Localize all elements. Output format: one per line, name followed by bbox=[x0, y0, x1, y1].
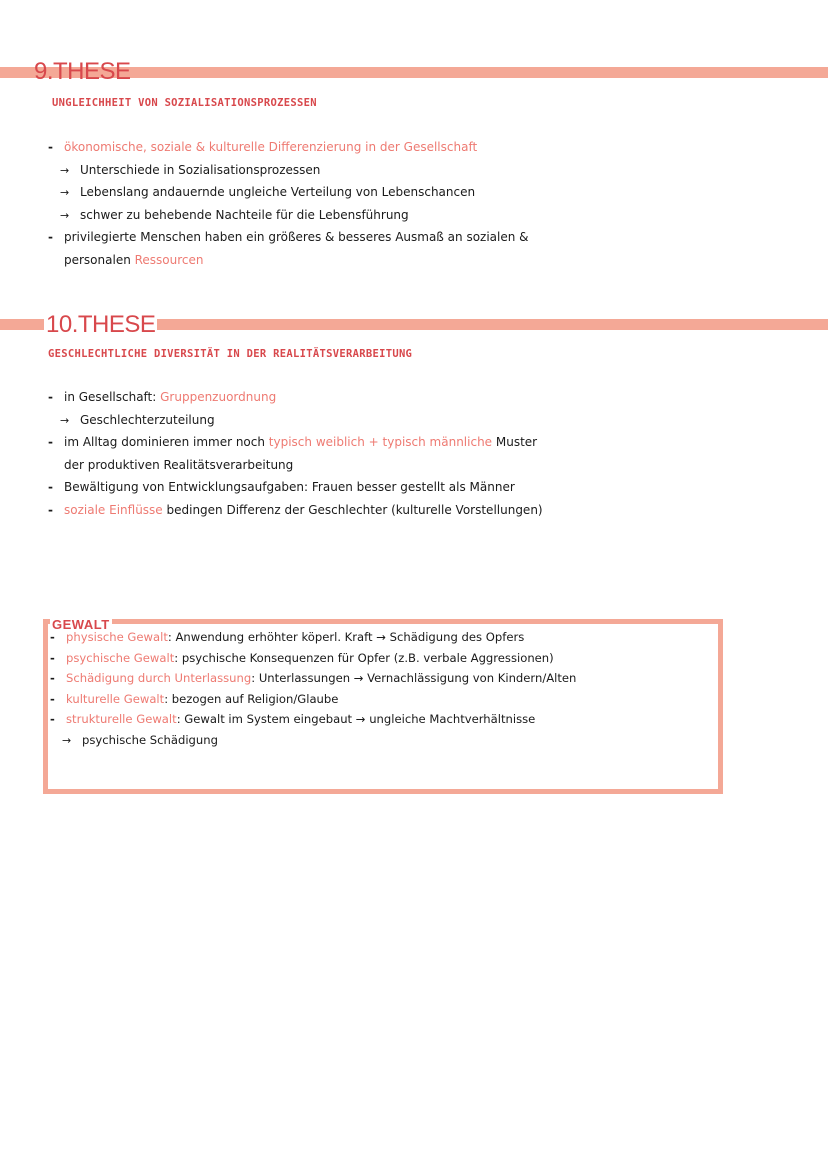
gewalt-title: GEWALT bbox=[52, 616, 110, 632]
note-text: personalen bbox=[64, 252, 135, 267]
note-text-after: : Anwendung erhöhter köperl. Kraft → Schädigung des Opfers bbox=[167, 630, 525, 644]
note-line bbox=[48, 159, 529, 182]
note-line bbox=[48, 136, 529, 159]
note-text: Unterschiede in Sozialisationsprozessen bbox=[80, 162, 321, 177]
highlighted-term: kulturelle Gewalt bbox=[66, 691, 165, 706]
note-text-after: : psychische Konsequenzen für Opfer (z.B. verbale Aggressionen) bbox=[174, 650, 554, 665]
highlighted-term: ökonomische, soziale & kulturelle Differenzierung in der Gesellschaft bbox=[64, 140, 478, 154]
note-text: psychische Schädigung bbox=[82, 732, 218, 747]
note-line bbox=[50, 648, 576, 669]
note-text: in Gesellschaft: bbox=[64, 390, 161, 404]
bullet-marker: - bbox=[48, 435, 53, 449]
note-text: privilegierte Menschen haben ein größeres & besseres Ausmaß an sozialen & bbox=[64, 230, 529, 244]
note-line bbox=[50, 668, 576, 689]
bullet-marker: - bbox=[48, 390, 53, 404]
gewalt-notes bbox=[50, 627, 576, 750]
note-text-after: : Unterlassungen → Vernachlässigung von Kindern/Alten bbox=[251, 671, 577, 685]
note-text-after: : Gewalt im System eingebaut → ungleiche Machtverhältnisse bbox=[176, 712, 536, 726]
highlighted-term: Schädigung durch Unterlassung bbox=[66, 671, 252, 685]
arrow-icon: → bbox=[60, 413, 70, 427]
thesis-10-notes bbox=[48, 386, 543, 521]
thesis-9-notes bbox=[48, 136, 529, 271]
bullet-marker: - bbox=[48, 230, 53, 244]
highlighted-term: soziale Einflüsse bbox=[64, 502, 163, 517]
bullet-marker: - bbox=[50, 712, 55, 726]
thesis-10-subtitle: GESCHLECHTLICHE DIVERSITÄT IN DER REALITÄTSVERARBEITUNG bbox=[48, 348, 413, 360]
note-line bbox=[48, 181, 529, 204]
note-line bbox=[50, 689, 576, 710]
note-line bbox=[48, 476, 543, 499]
note-text: Bewältigung von Entwicklungsaufgaben: Frauen besser gestellt als Männer bbox=[64, 480, 515, 494]
note-text: schwer zu behebende Nachteile für die Lebensführung bbox=[80, 207, 409, 222]
note-text: Geschlechterzuteilung bbox=[80, 412, 215, 427]
note-text-after: bedingen Differenz der Geschlechter (kulturelle Vorstellungen) bbox=[162, 502, 543, 517]
bullet-marker: - bbox=[50, 691, 55, 706]
arrow-icon: → bbox=[60, 186, 70, 199]
note-text: der produktiven Realitätsverarbeitung bbox=[64, 457, 294, 472]
highlighted-term: Ressourcen bbox=[134, 252, 204, 267]
note-line bbox=[48, 409, 543, 432]
highlighted-term: physische Gewalt bbox=[66, 630, 168, 644]
note-line bbox=[48, 454, 543, 477]
note-line bbox=[50, 627, 576, 648]
bullet-marker: - bbox=[48, 502, 53, 517]
bullet-marker: - bbox=[50, 630, 55, 644]
note-line bbox=[48, 431, 543, 454]
highlighted-term: psychische Gewalt bbox=[66, 650, 175, 665]
bullet-marker: - bbox=[50, 671, 55, 685]
note-text: im Alltag dominieren immer noch bbox=[64, 435, 269, 449]
note-line bbox=[48, 204, 529, 227]
arrow-icon: → bbox=[62, 733, 72, 747]
arrow-icon: → bbox=[60, 208, 70, 222]
highlighted-term: typisch weiblich + typisch männliche bbox=[268, 435, 493, 449]
highlighted-term: strukturelle Gewalt bbox=[66, 712, 177, 726]
note-text-after: Muster bbox=[492, 435, 538, 449]
thesis-10-title: 10.THESE bbox=[46, 311, 156, 338]
note-line bbox=[50, 730, 576, 751]
note-line bbox=[48, 249, 529, 272]
bullet-marker: - bbox=[48, 140, 53, 154]
bullet-marker: - bbox=[48, 480, 53, 494]
thesis-9-title: 9.THESE bbox=[34, 58, 131, 85]
note-text: Lebenslang andauernde ungleiche Verteilung von Lebenschancen bbox=[80, 185, 476, 199]
note-text-after: : bezogen auf Religion/Glaube bbox=[164, 691, 339, 706]
highlighted-term: Gruppenzuordnung bbox=[160, 390, 277, 404]
note-line bbox=[48, 226, 529, 249]
arrow-icon: → bbox=[60, 163, 70, 177]
note-line bbox=[48, 499, 543, 522]
thesis-9-subtitle: UNGLEICHHEIT VON SOZIALISATIONSPROZESSEN bbox=[52, 97, 317, 109]
note-line bbox=[50, 709, 576, 730]
bullet-marker: - bbox=[50, 650, 55, 665]
note-line bbox=[48, 386, 543, 409]
